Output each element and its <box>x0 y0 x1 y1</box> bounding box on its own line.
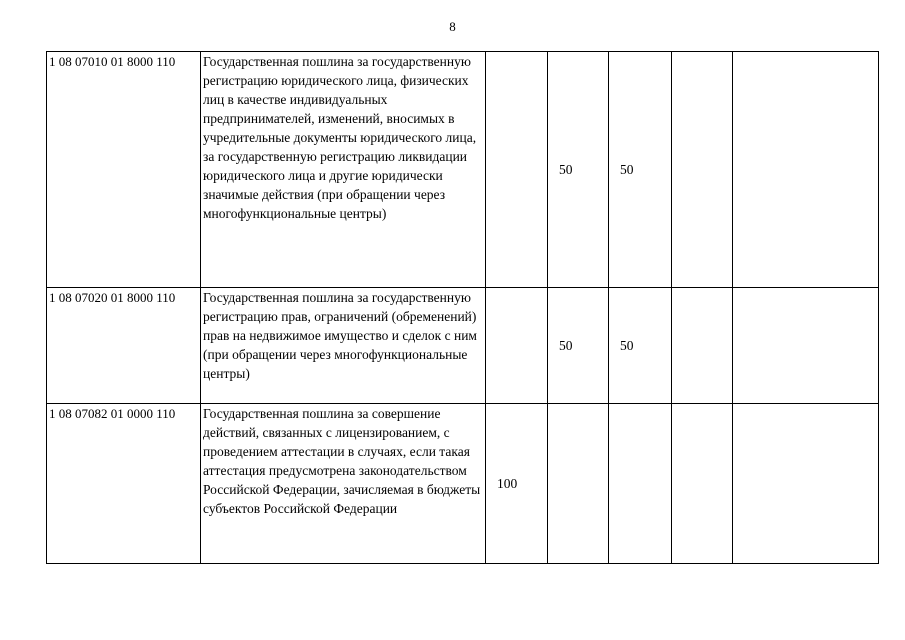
table-row <box>47 404 879 564</box>
value-cell <box>486 288 548 404</box>
table-row <box>47 52 879 288</box>
value-cell: 50 <box>609 52 672 288</box>
value-cell <box>733 52 879 288</box>
value-cell <box>609 404 672 564</box>
value-cell: 50 <box>609 288 672 404</box>
value-cell <box>733 404 879 564</box>
description-cell: Государственная пошлина за совершение действий, связанных с лицензированием, с проведением аттестации в случаях, если такая аттестация предусмотрена законодательством Российской Федерации, зачисляемая в бюджеты субъектов Российской Федерации <box>201 404 486 564</box>
value-cell <box>486 52 548 288</box>
budget-code-cell: 1 08 07020 01 8000 110 <box>47 288 201 404</box>
table-row <box>47 288 879 404</box>
value-cell: 50 <box>548 52 609 288</box>
value-cell <box>548 404 609 564</box>
value-cell <box>672 288 733 404</box>
budget-table <box>46 51 879 564</box>
value-cell: 100 <box>486 404 548 564</box>
description-cell: Государственная пошлина за государственную регистрацию прав, ограничений (обременений) прав на недвижимое имущество и сделок с ним (при обращении через многофункциональные центры) <box>201 288 486 404</box>
page-number: 8 <box>449 19 456 34</box>
budget-code-cell: 1 08 07010 01 8000 110 <box>47 52 201 288</box>
value-cell <box>672 404 733 564</box>
value-cell <box>733 288 879 404</box>
budget-code-cell: 1 08 07082 01 0000 110 <box>47 404 201 564</box>
value-cell <box>672 52 733 288</box>
value-cell: 50 <box>548 288 609 404</box>
description-cell: Государственная пошлина за государственную регистрацию юридического лица, физических лиц в качестве индивидуальных предпринимателей, изменений, вносимых в учредительные документы юридического лица, за государственную регистрацию ликвидации юридического лица и другие юридически значимые действия (при обращении через многофункциональные центры) <box>201 52 486 288</box>
